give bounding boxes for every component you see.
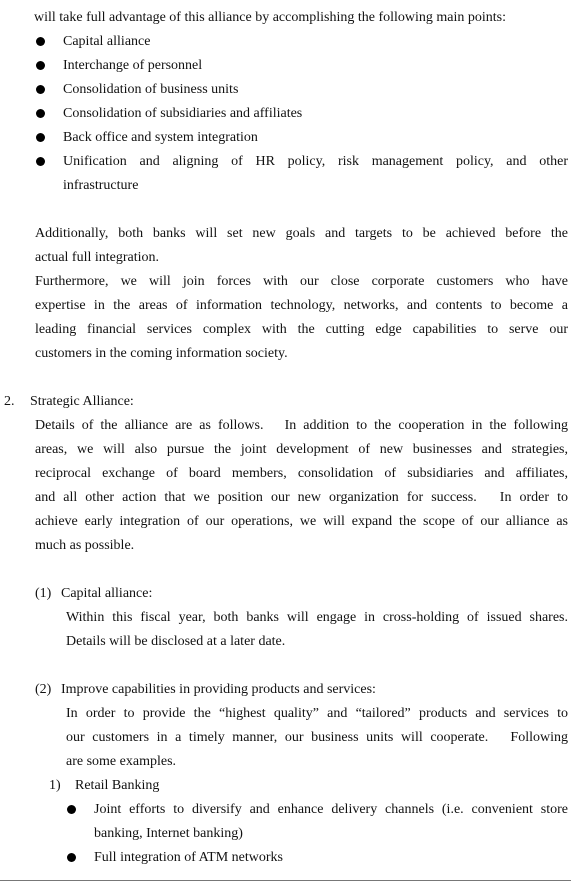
bullet-icon (36, 109, 45, 118)
list-item: Full integration of ATM networks (94, 850, 283, 865)
bullet-icon (36, 133, 45, 142)
list-item: Back office and system integration (63, 130, 258, 145)
subsection-number: (2) (35, 682, 52, 697)
list-item: Unification and aligning of HR policy, risk management policy, and other (63, 154, 568, 169)
bullet-icon (67, 805, 76, 814)
paragraph-line: Details of the alliance are as follows. In addition to the cooperation in the following (35, 418, 568, 433)
paragraph-line: our customers in a timely manner, our business units will cooperate. Following (66, 730, 568, 745)
paragraph-line: leading financial services complex with the cutting edge capabilities to serve our (35, 322, 568, 337)
paragraph-line: customers in the coming information society. (35, 346, 288, 361)
paragraph-line: Within this fiscal year, both banks will engage in cross-holding of issued shares. (66, 610, 568, 625)
bullet-icon (36, 85, 45, 94)
paragraph-line: are some examples. (66, 754, 177, 769)
paragraph-line: Additionally, both banks will set new goals and targets to be achieved before the (35, 226, 568, 241)
paragraph-line: reciprocal exchange of board members, consolidation of subsidiaries and affiliates, (35, 466, 568, 481)
subsection-title: Improve capabilities in providing products and services: (61, 682, 376, 697)
subsection-title: Capital alliance: (61, 586, 153, 601)
paragraph-line: areas, we will also pursue the joint development of new businesses and strategies, (35, 442, 568, 457)
paragraph-line: achieve early integration of our operations, we will expand the scope of our alliance as (35, 514, 568, 529)
paragraph-line: expertise in the areas of information technology, networks, and contents to become a (35, 298, 568, 313)
paragraph-line: actual full integration. (35, 250, 160, 265)
paragraph-line: and all other action that we position our new organization for success. In order to (35, 490, 568, 505)
list-item: Consolidation of subsidiaries and affiliates (63, 106, 303, 121)
bullet-icon (36, 157, 45, 166)
paragraph-line: Details will be disclosed at a later date. (66, 634, 286, 649)
section-number: 2. (4, 394, 15, 409)
bullet-icon (67, 853, 76, 862)
paragraph-line: Furthermore, we will join forces with our close corporate customers who have (35, 274, 568, 289)
item-title: Retail Banking (75, 778, 160, 793)
paragraph-line: much as possible. (35, 538, 135, 553)
item-number: 1) (49, 778, 61, 793)
list-item: Interchange of personnel (63, 58, 203, 73)
section-title: Strategic Alliance: (30, 394, 134, 409)
list-item-continuation: infrastructure (63, 178, 139, 193)
list-item: Joint efforts to diversify and enhance delivery channels (i.e. convenient store (94, 802, 568, 817)
list-item: Consolidation of business units (63, 82, 239, 97)
list-item-continuation: banking, Internet banking) (94, 826, 243, 841)
bullet-icon (36, 61, 45, 70)
subsection-number: (1) (35, 586, 52, 601)
intro-line: will take full advantage of this alliance by accomplishing the following main points: (34, 10, 507, 25)
bullet-icon (36, 37, 45, 46)
list-item: Capital alliance (63, 34, 151, 49)
paragraph-line: In order to provide the “highest quality” and “tailored” products and services to (66, 706, 568, 721)
